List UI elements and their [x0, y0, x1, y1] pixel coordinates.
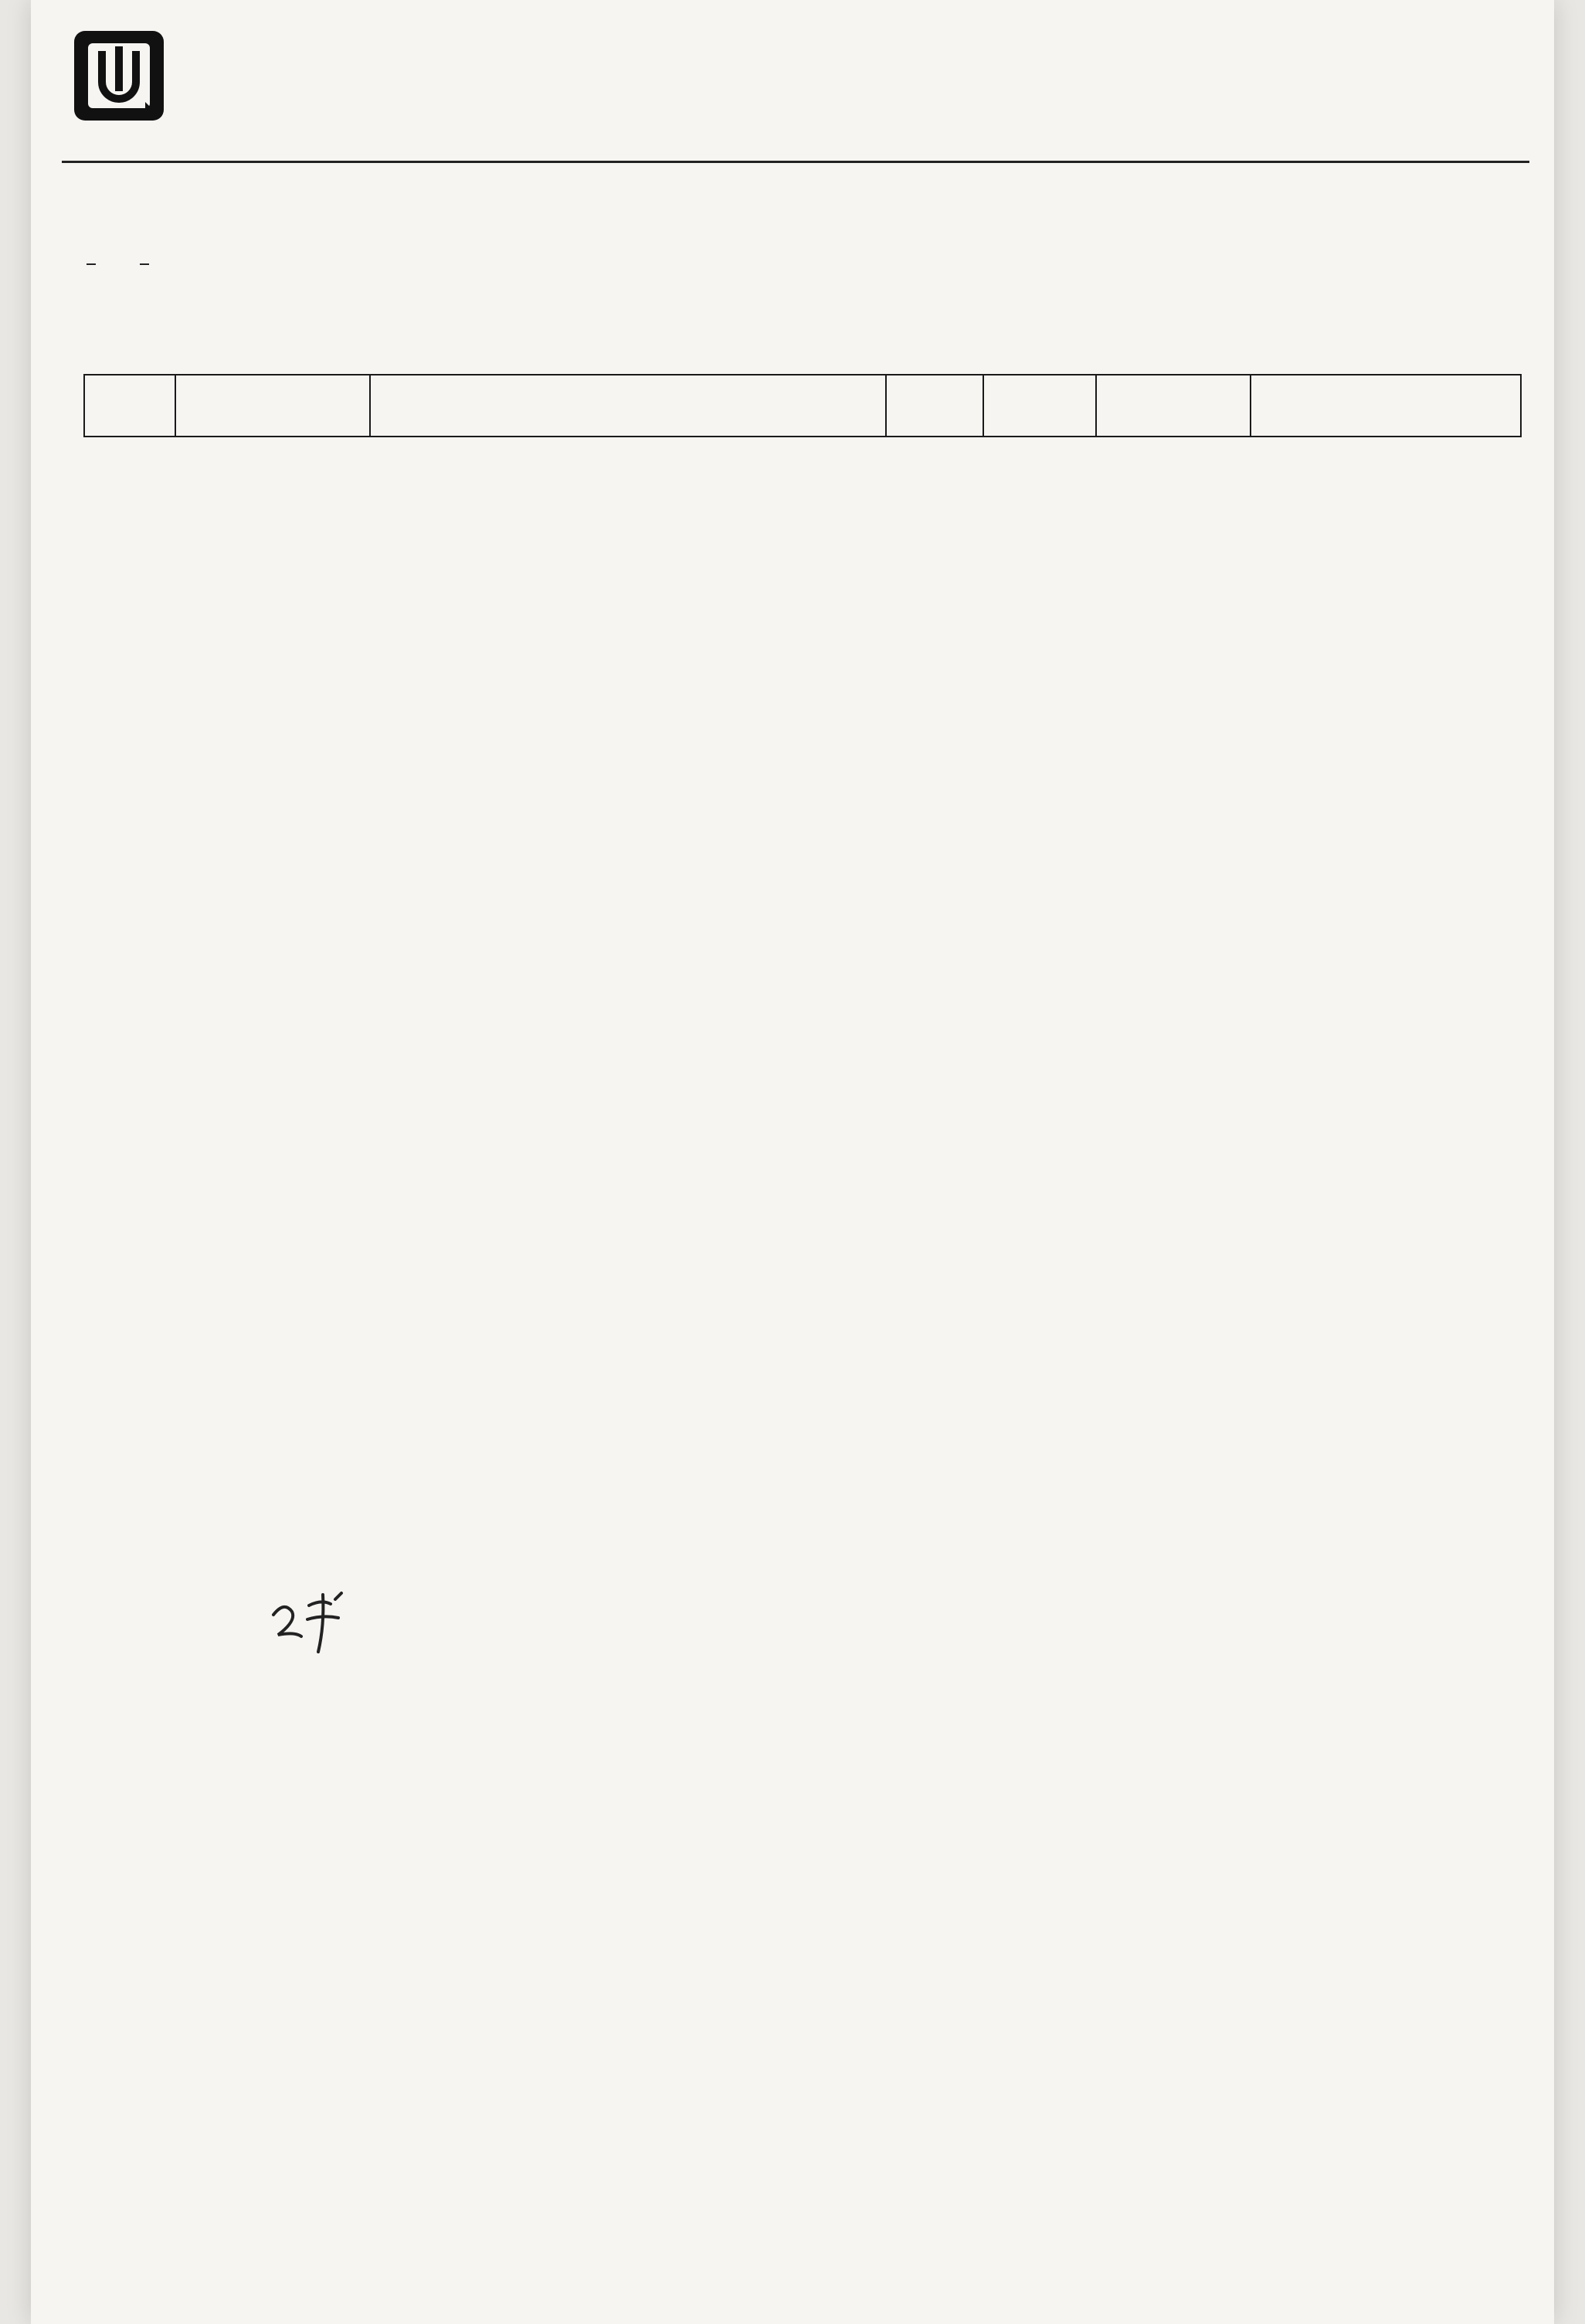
- auditee-row: [82, 241, 149, 272]
- table-header-row: [84, 375, 1521, 437]
- leader-signature: [263, 1585, 371, 1655]
- document-page: [31, 0, 1554, 2324]
- header-divider: [62, 161, 1529, 163]
- auditee-value: [87, 263, 96, 265]
- col-header-no: [84, 375, 175, 437]
- col-header-name: [370, 375, 886, 437]
- contract-value: [140, 263, 149, 265]
- company-logo: [71, 28, 167, 124]
- col-header-copies: [983, 375, 1096, 437]
- col-header-status: [1096, 375, 1251, 437]
- col-header-remark: [1251, 375, 1521, 437]
- record-table: [83, 374, 1522, 437]
- col-header-code: [175, 375, 370, 437]
- col-header-pages: [886, 375, 983, 437]
